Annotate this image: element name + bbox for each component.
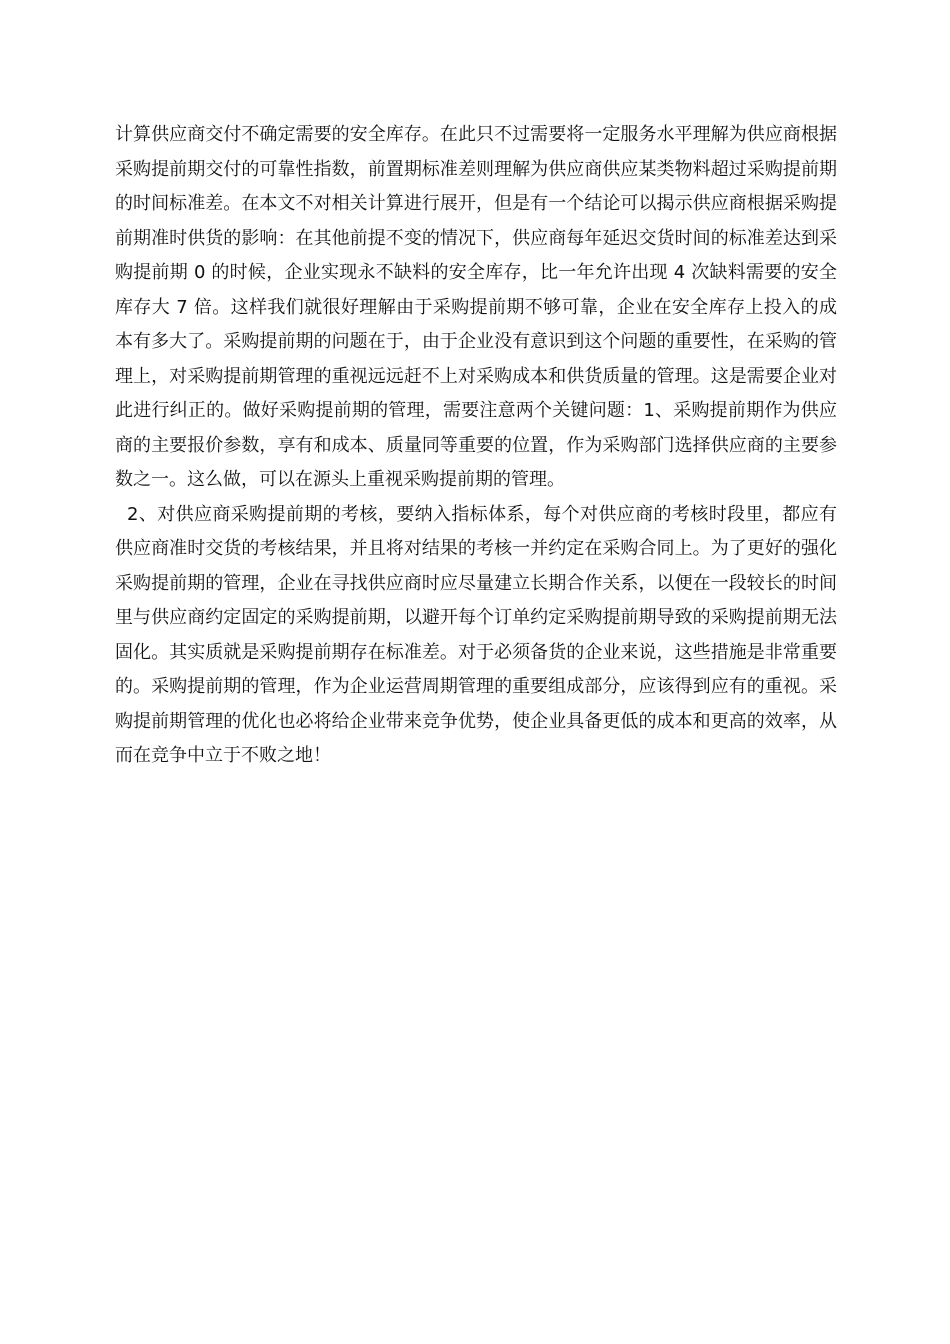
paragraph-1: 计算供应商交付不确定需要的安全库存。在此只不过需要将一定服务水平理解为供应商根据采购提前期交付的可靠性指数，前置期标准差则理解为供应商供应某类物料超过采购提前期的时间标准差。在本文不对相关计算进行展开，但是有一个结论可以揭示供应商根据采购提前期准时供货的影响：在其他前提不变的情况下，供应商每年延迟交货时间的标准差达到采购提前期 0 的时候，企业实现永不缺料的安全库存，比一年允许出现 4 次缺料需要的安全库存大 7 倍。这样我们就很好理解由于采购提前期不够可靠，企业在安全库存上投入的成本有多大了。采购提前期的问题在于，由于企业没有意识到这个问题的重要性，在采购的管理上，对采购提前期管理的重视远远赶不上对采购成本和供货质量的管理。这是需要企业对此进行纠正的。做好采购提前期的管理，需要注意两个关键问题：1、采购提前期作为供应商的主要报价参数，享有和成本、质量同等重要的位置，作为采购部门选择供应商的主要参数之一。这么做，可以在源头上重视采购提前期的管理。 <box>115 124 837 490</box>
paragraph-2: 2、对供应商采购提前期的考核，要纳入指标体系，每个对供应商的考核时段里，都应有供应商准时交货的考核结果，并且将对结果的考核一并约定在采购合同上。为了更好的强化采购提前期的管理，企业在寻找供应商时应尽量建立长期合作关系，以便在一段较长的时间里与供应商约定固定的采购提前期，以避开每个订单约定采购提前期导致的采购提前期无法固化。其实质就是采购提前期存在标准差。对于必须备货的企业来说，这些措施是非常重要的。采购提前期的管理，作为企业运营周期管理的重要组成部分，应该得到应有的重视。采购提前期管理的优化也必将给企业带来竞争优势，使企业具备更低的成本和更高的效率，从而在竞争中立于不败之地！ <box>115 503 837 766</box>
document-body <box>115 118 837 774</box>
